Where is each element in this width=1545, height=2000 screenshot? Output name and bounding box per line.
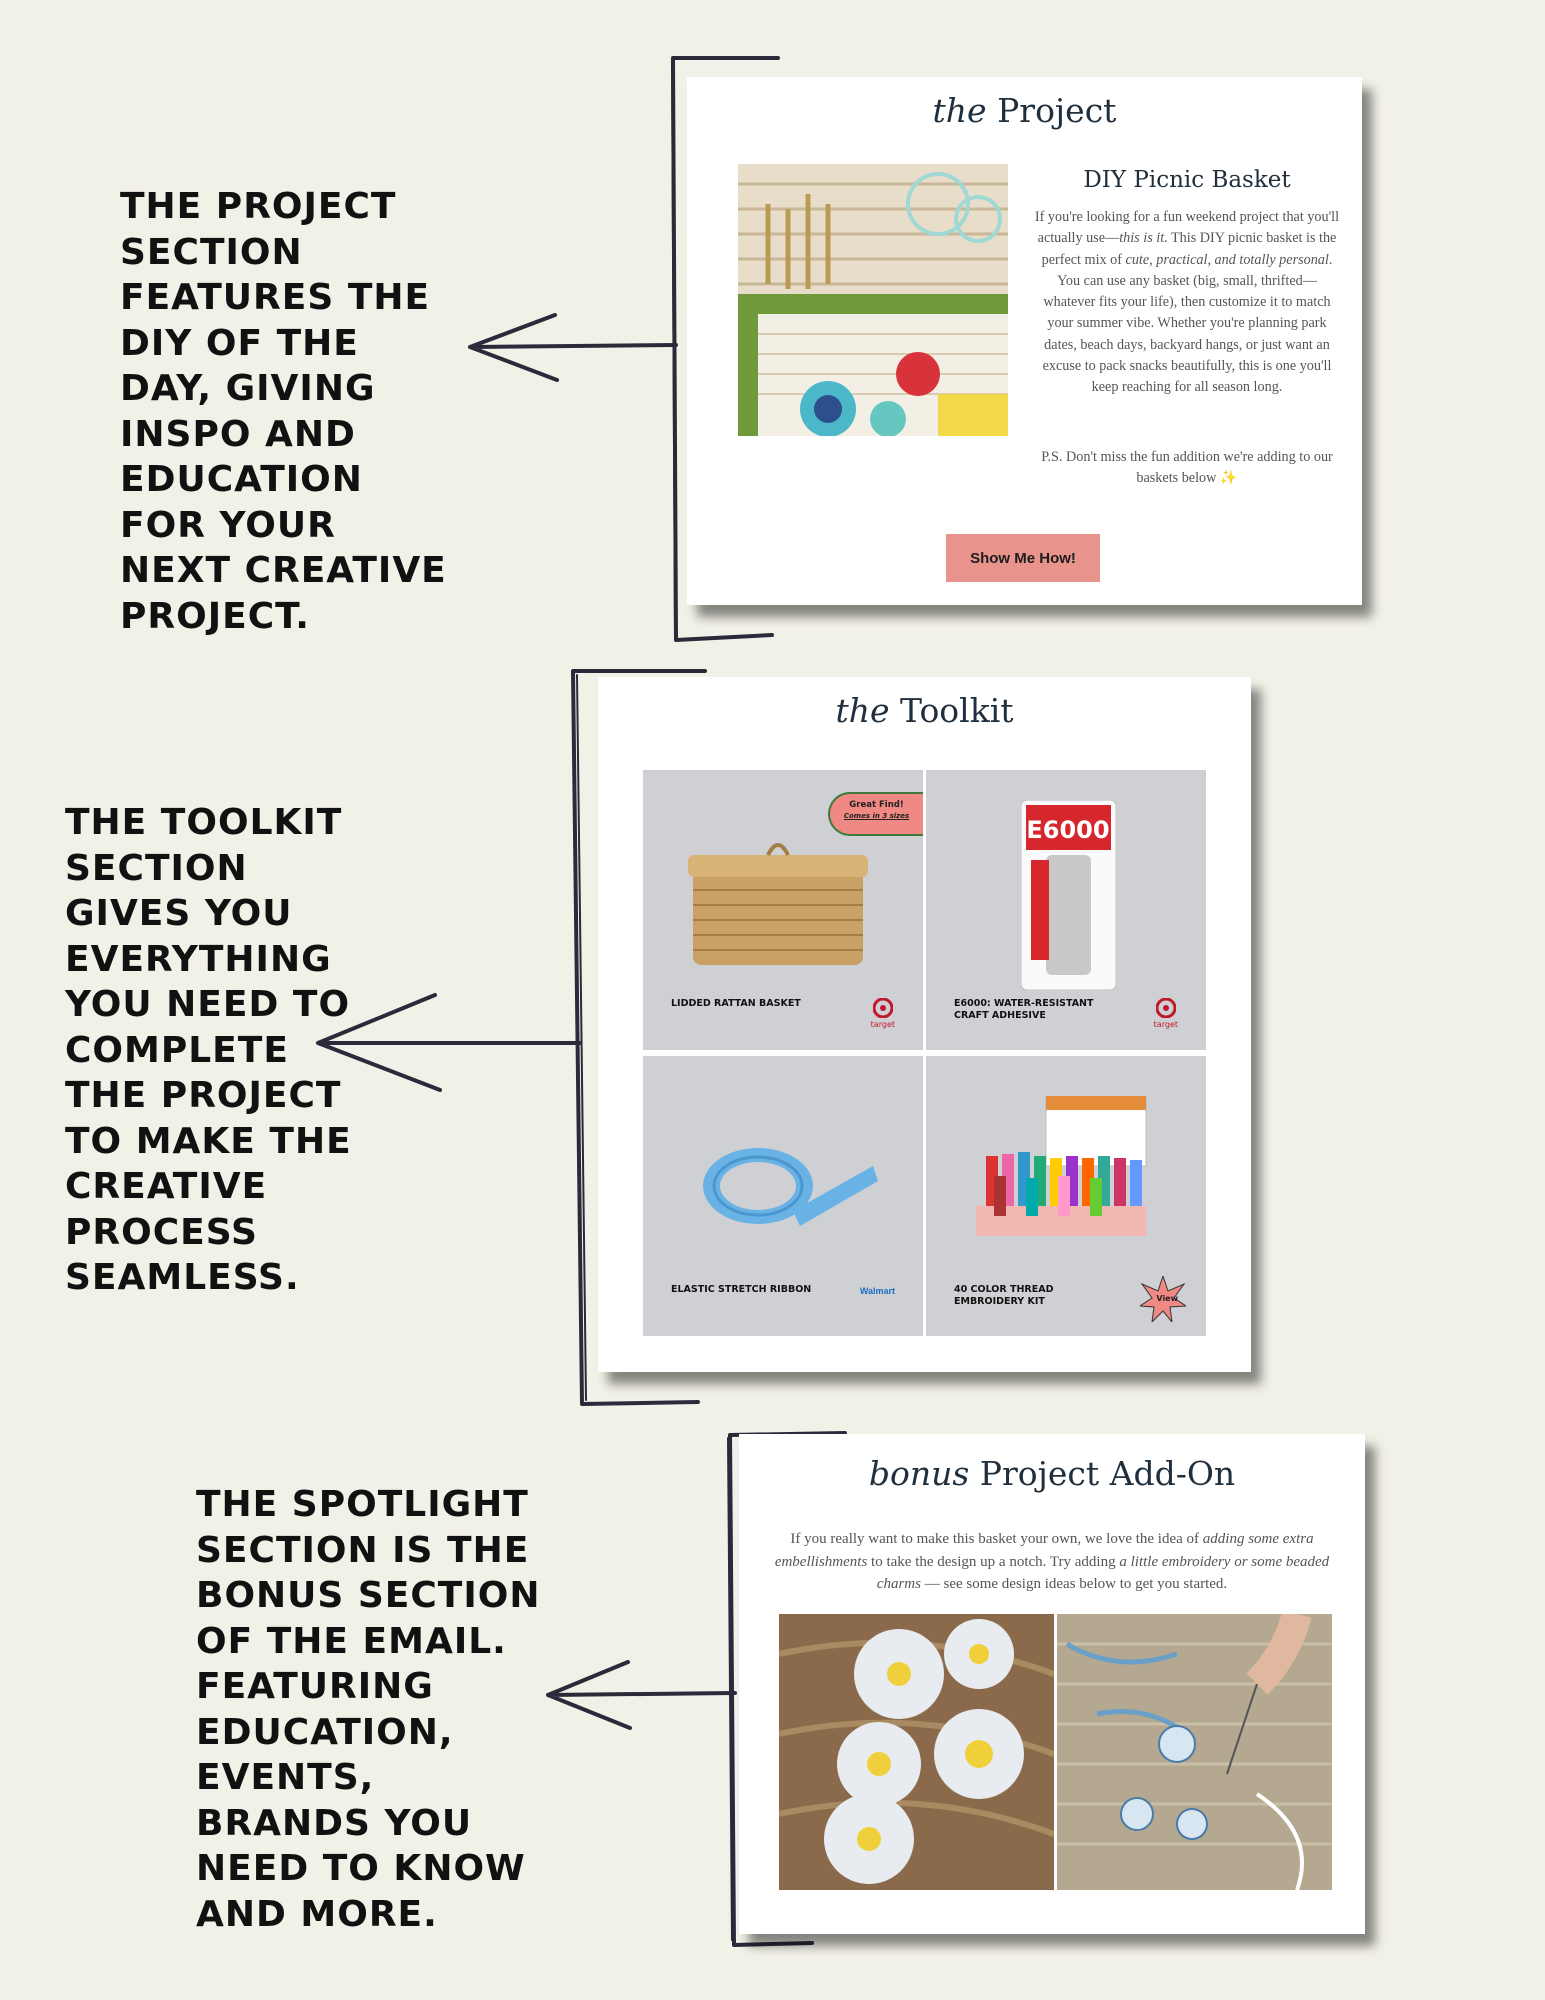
toolkit-item-label: E6000: WATER-RESISTANT CRAFT ADHESIVE (954, 998, 1094, 1021)
arrow-project (470, 315, 676, 380)
toolkit-item-basket[interactable] (643, 770, 923, 1050)
target-logo-icon: target (1154, 998, 1178, 1029)
arrow-bonus (548, 1662, 735, 1728)
great-find-badge: Great Find! Comes in 3 sizes (828, 792, 923, 836)
note-project: THE PROJECT SECTION FEATURES THE DIY OF THE DAY, GIVING INSPO AND EDUCATION FOR YOUR NEXT CREATIVE PROJECT. (120, 186, 447, 637)
beaded-daisy-image (779, 1614, 1054, 1890)
e6000-adhesive-image (1021, 800, 1116, 990)
project-ps: P.S. Don't miss the fun addition we're adding to our baskets below ✨ (1041, 449, 1333, 487)
bonus-title: bonus Project Add-On (868, 1454, 1236, 1493)
elastic-ribbon-image (698, 1131, 878, 1241)
bonus-card (739, 1434, 1365, 1934)
bonus-description: If you really want to make this basket your own, we love the idea of adding some extra embellishments to take the design up a notch. Try adding a little embroidery or some beaded charms — see some design ideas below to get you started. (774, 1531, 1330, 1592)
toolkit-item-label: LIDDED RATTAN BASKET (671, 998, 801, 1009)
note-spotlight: THE SPOTLIGHT SECTION IS THE BONUS SECTION OF THE EMAIL. FEATURING EDUCATION, EVENTS, BRANDS YOU NEED TO KNOW AND MORE. (196, 1484, 541, 1935)
embroidery-image (1057, 1614, 1332, 1890)
rattan-basket-image (688, 840, 868, 970)
project-title: the Project (932, 91, 1117, 130)
toolkit-title: the Toolkit (835, 691, 1014, 730)
svg-text:E6000: E6000 (1026, 816, 1110, 844)
toolkit-item-label: 40 COLOR THREAD EMBROIDERY KIT (954, 1284, 1054, 1307)
toolkit-card (598, 677, 1251, 1372)
picnic-basket-image (738, 164, 1008, 436)
show-me-how-button[interactable]: Show Me How! (946, 534, 1100, 582)
project-subtitle: DIY Picnic Basket (1083, 167, 1291, 193)
project-card (687, 77, 1362, 605)
project-description: If you're looking for a fun weekend project that you'll actually use—this is it. This DIY picnic basket is the perfect mix of cute, practical, and totally personal. You can use any basket (big, small, thrifted—whatever fits your life), then customize it to match your summer vibe. Whether you're planning park dates, beach days, backyard hangs, or just want an excuse to pack snacks beautifully, this is one you'll keep reaching for all season long. (1034, 209, 1340, 396)
toolkit-item-adhesive[interactable] (926, 770, 1206, 1050)
note-toolkit: THE TOOLKIT SECTION GIVES YOU EVERYTHING YOU NEED TO COMPLETE THE PROJECT TO MAKE THE CREATIVE PROCESS SEAMLESS. (65, 802, 352, 1298)
target-logo-icon: target (871, 998, 895, 1029)
thread-kit-image (966, 1096, 1166, 1246)
toolkit-item-ribbon[interactable] (643, 1056, 923, 1336)
view-label[interactable]: View (1156, 1294, 1178, 1303)
walmart-logo-icon: Walmart (859, 1286, 895, 1296)
toolkit-item-thread[interactable] (926, 1056, 1206, 1336)
toolkit-item-label: ELASTIC STRETCH RIBBON (671, 1284, 812, 1295)
